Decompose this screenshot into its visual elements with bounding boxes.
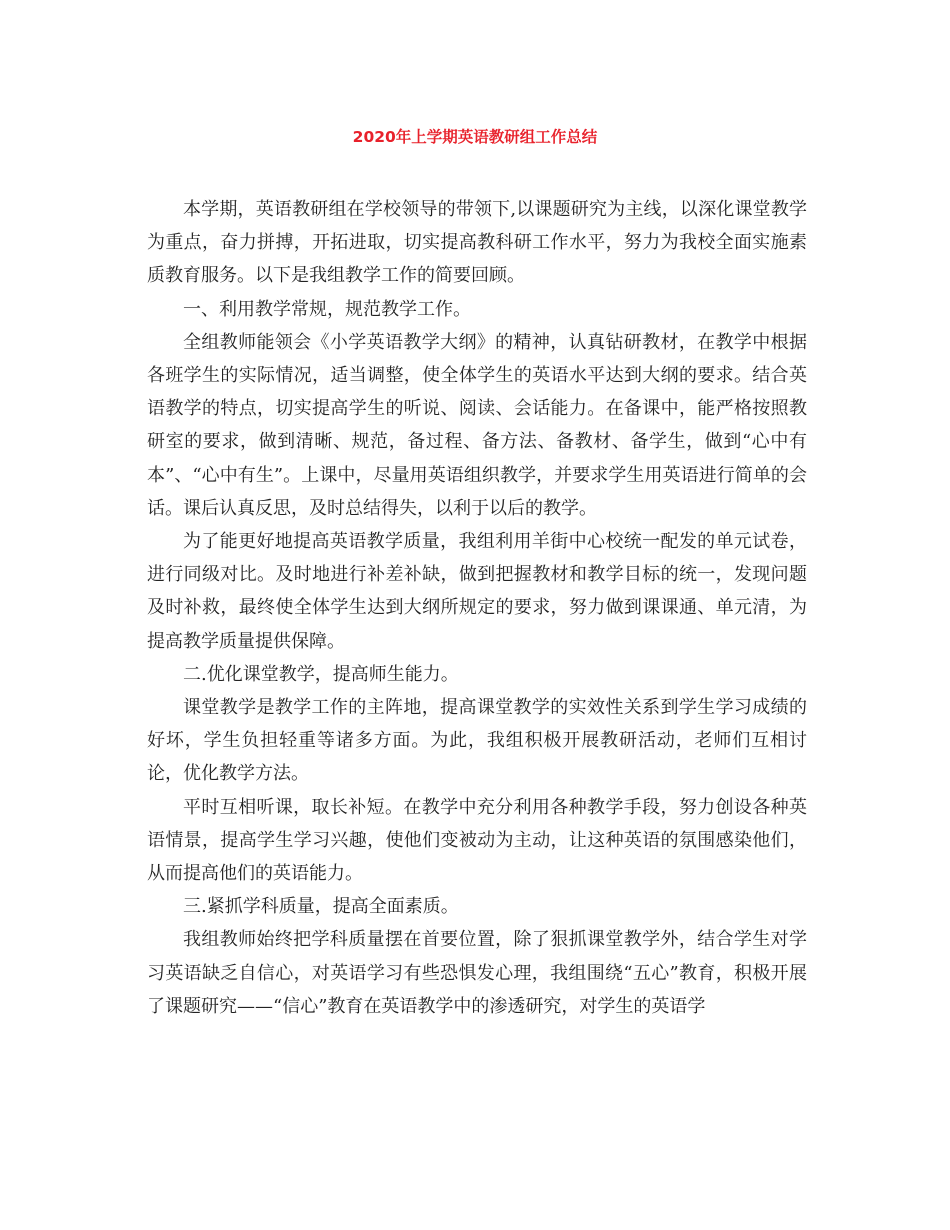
section-heading-3: 三.紧抓学科质量，提高全面素质。 (183, 896, 459, 918)
paragraph-section-1-a: 全组教师能领会《小学英语教学大纲》的精神，认真钻研教材，在教学中根据各班学生的实际情况，适当调整，使全体学生的英语水平达到大纲的要求。结合英语教学的特点，切实提高学生的听说、阅读、会话能力。在备课中，能严格按照教研室的要求，做到清晰、规范，备过程、备方法、备教材、备学生，做到“心中有本”、“心中有生”。上课中，尽量用英语组织教学，并要求学生用英语进行简单的会话。课后认真反思，及时总结得失，以利于以后的教学。 (147, 331, 807, 519)
section-heading-2: 二.优化课堂教学，提高师生能力。 (183, 663, 459, 685)
document-title: 2020年上学期英语教研组工作总结 (352, 128, 598, 146)
paragraph-section-1-b: 为了能更好地提高英语教学质量，我组利用羊街中心校统一配发的单元试卷，进行同级对比。及时地进行补差补缺，做到把握教材和教学目标的统一，发现问题及时补救，最终使全体学生达到大纲所规定的要求，努力做到课课通、单元清，为提高教学质量提供保障。 (147, 531, 807, 652)
document-body (147, 193, 807, 1023)
section-heading-1: 一、利用教学常规，规范教学工作。 (183, 298, 471, 320)
paragraph-section-2-a: 课堂教学是教学工作的主阵地，提高课堂教学的实效性关系到学生学习成绩的好坏，学生负担轻重等诸多方面。为此，我组积极开展教研活动，老师们互相讨论，优化教学方法。 (147, 697, 807, 785)
paragraph-section-2-b: 平时互相听课，取长补短。在教学中充分利用各种教学手段，努力创设各种英语情景，提高学生学习兴趣，使他们变被动为主动，让这种英语的氛围感染他们，从而提高他们的英语能力。 (147, 796, 807, 885)
paragraph-section-3-a: 我组教师始终把学科质量摆在首要位置，除了狠抓课堂教学外，结合学生对学习英语缺乏自信心，对英语学习有些恐惧发心理，我组围绕“五心”教育，积极开展了课题研究——“信心”教育在英语教学中的渗透研究，对学生的英语学 (147, 929, 807, 1017)
paragraph-intro: 本学期，英语教研组在学校领导的带领下,以课题研究为主线，以深化课堂教学为重点，奋力拼搏，开拓进取，切实提高教科研工作水平，努力为我校全面实施素质教育服务。以下是我组教学工作的简要回顾。 (147, 199, 807, 287)
